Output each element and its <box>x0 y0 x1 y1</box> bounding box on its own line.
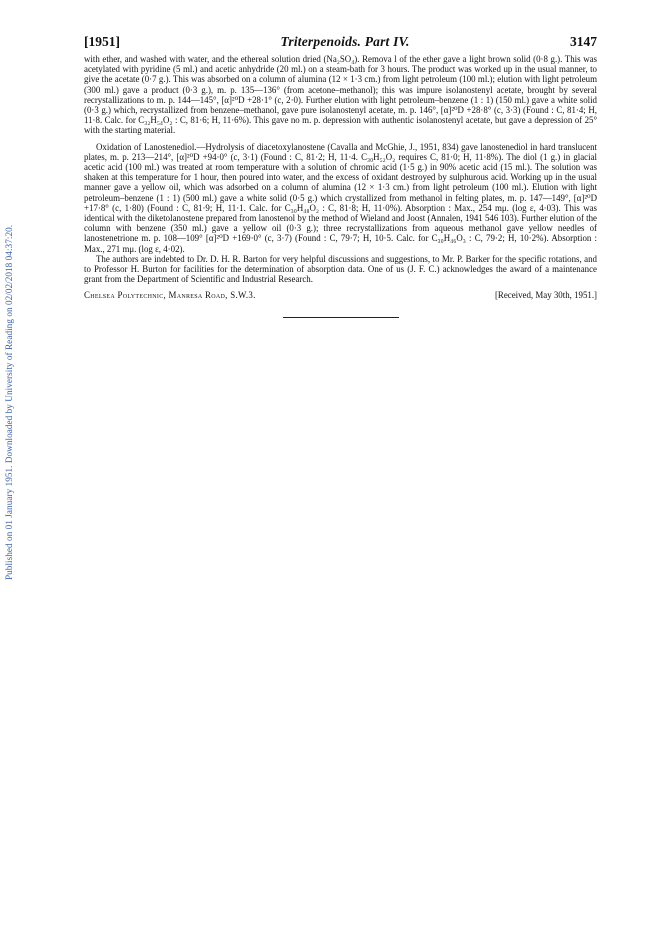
download-stamp <box>4 150 20 580</box>
paragraph-acknowledgements: The authors are indebted to Dr. D. H. R. Barton for very helpful discussions and suggestions, to Mr. P. Barker for the specific rotations, and to Professor H. Burton for facilities for the determination of absorption data. One of us (J. F. C.) acknowledges the award of a maintenance grant from the Department of Scientific and Industrial Research. <box>84 253 597 285</box>
article-footer <box>84 290 597 300</box>
header-title: Triterpenoids. Part IV. <box>280 34 410 49</box>
institution-address: Chelsea Polytechnic, Manresa Road, S.W.3. <box>84 290 256 301</box>
paragraph-continuation: with ether, and washed with water, and the ethereal solution dried (Na₂SO₄). Remova l of the ether gave a light brown solid (0·8 g.). This was acetylated with pyridine (5 ml.) and acetic anhydride (20 ml.) on a steam-bath for 3 hours. The product was worked up in the usual manner, to give the acetate (0·7 g.). This was absorbed on a column of alumina (12 × 1·3 cm.) from light petroleum (100 ml.); elution with light petroleum (300 ml.) gave a product (0·3 g.), m. p. 135—136° (from acetone–methanol); this was impure isolanostenyl acetate, brought by several recrystallizations to m. p. 144—145°, [α]²⁰D +28·1° (c, 2·0). Further elution with light petroleum–benzene (1 : 1) (150 ml.) gave a white solid (0·3 g.) which, recrystallized from benzene–methanol, gave pure isolanostenyl acetate, m. p. 146°, [α]²⁰D +28·8° (c, 3·3) (Found : C, 81·4; H, 11·8. Calc. for C₃₂H₅₄O₂ : C, 81·6; H, 11·6%). This gave no m. p. depression with authentic isolanostenyl acetate, but gave a depression of 25° with the starting material. <box>84 54 597 136</box>
page-header <box>84 34 597 50</box>
header-page-number: 3147 <box>570 34 597 49</box>
end-rule <box>283 317 399 318</box>
header-year: [1951] <box>84 34 120 49</box>
download-stamp-text: Published on 01 January 1951. Downloaded by University of Reading on 02/02/2018 04:37:20. <box>4 224 14 580</box>
journal-page <box>84 34 597 318</box>
paragraph-oxidation: Oxidation of Lanostenediol.—Hydrolysis of diacetoxylanostene (Cavalla and McGhie, J., 1951, 834) gave lanostenediol in hard translucent plates, m. p. 213—214°, [α]²⁰D +94·0° (c, 3·1) (Found : C, 81·2; H, 11·4. C₃₀H₅₂O₂ requires C, 81·0; H, 11·8%). The diol (1 g.) in glacial acetic acid (100 ml.) was treated at room temperature with a solution of chromic acid (1·5 g.) in 90% acetic acid (15 ml.). The solution was shaken at this temperature for 1 hour, then poured into water, and the excess of oxidant destroyed by sulphurous acid. Working up in the usual manner gave a yellow oil, which was adsorbed on a column of alumina (12 × 1·3 cm.) from light petroleum (100 ml.). Elution with light petroleum–benzene (1 : 1) (500 ml.) gave a white solid (0·5 g.) which crystallized from methanol in felting plates, m. p. 147—149°, [α]²⁰D +17·8° (c, 1·80) (Found : C, 81·9; H, 11·1. Calc. for C₃₀H₄₈O₂ : C, 81·8; H, 11·0%). Absorption : Max., 254 mμ. (log ε, 4·03). This was identical with the diketolanostene prepared from lanostenol by the method of Wieland and Joost (Annalen, 1941 546 103). Further elution of the column with benzene (350 ml.) gave a yellow oil (0·3 g.); three recrystallizations from aqueous methanol gave yellow needles of lanostenetrione m. p. 108—109° [α]²⁰D +169·0° (c, 3·7) (Found : C, 79·7; H, 10·5. Calc. for C₃₀H₄₆O₃ : C, 79·2; H, 10·2%). Absorption : Max., 271 mμ. (log ε, 4·02). <box>84 141 597 254</box>
article-body <box>84 54 597 284</box>
received-date: [Received, May 30th, 1951.] <box>494 290 597 301</box>
